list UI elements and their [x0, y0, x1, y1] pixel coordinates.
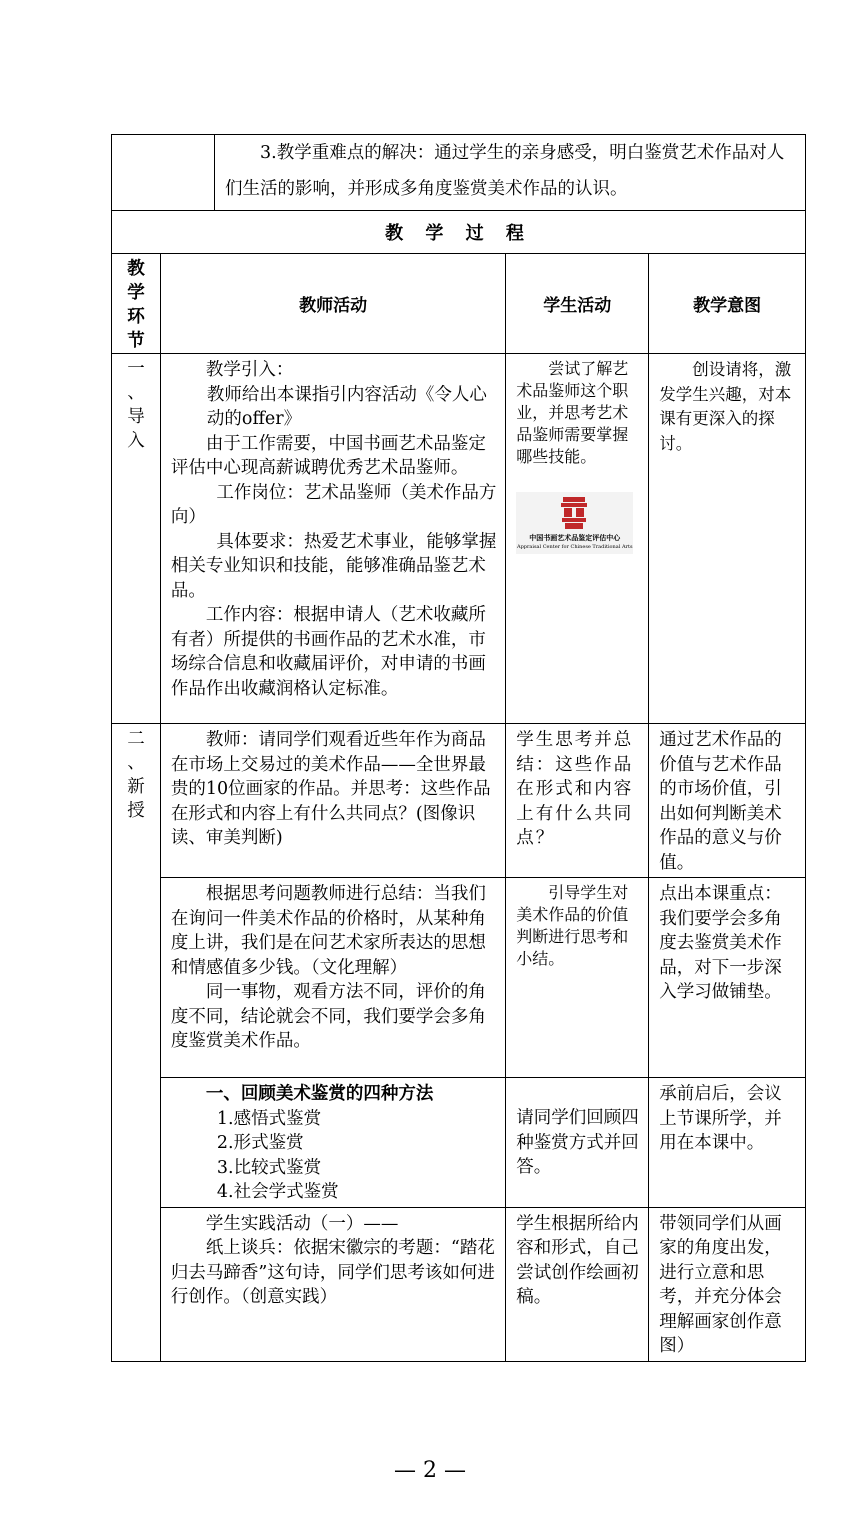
- teaching-process-table: [111, 210, 806, 1362]
- method-item: 3.比较式鉴赏: [216, 1157, 322, 1178]
- teacher-text: 具体要求：热爱艺术事业，能够掌握相关专业知识和技能，能够准确品鉴艺术品。: [170, 531, 497, 601]
- intent-text: 带领同学们从画家的角度出发，进行立意和思考，并充分体会理解画家创作意图）: [659, 1213, 782, 1356]
- teacher-text: 工作内容：根据申请人（艺术收藏所有者）所提供的书画作品的艺术水准，市场综合信息和收藏届评价，对申请的书画作品作出收藏润格认定标准。: [170, 605, 486, 699]
- intent-text: 通过艺术作品的价值与艺术作品的市场价值，引出如何判断美术作品的意义与价值。: [659, 730, 782, 873]
- stage-2-row-2-student: [506, 878, 649, 1078]
- stage-1-student: [506, 354, 649, 724]
- student-text: 学生思考并总结：这些作品在形式和内容上有什么共同点？: [516, 730, 634, 848]
- stage-2-row-1-student: [506, 724, 649, 878]
- teacher-text: 教师给出本课指引内容活动《令人心动的offer》: [206, 384, 487, 429]
- objectives-label-cell: [112, 135, 215, 211]
- stage-2-row-2-teacher: [160, 878, 505, 1078]
- stage-2-row-1-intent: [649, 724, 806, 878]
- stage-2-row-2-intent: [649, 878, 806, 1078]
- header-student: 学生活动: [506, 254, 649, 354]
- teacher-text: 工作岗位：艺术品鉴师（美术作品方向）: [170, 482, 497, 527]
- method-item: 2.形式鉴赏: [216, 1133, 304, 1153]
- section-title: 教 学 过 程: [112, 211, 806, 254]
- objectives-table: [111, 134, 806, 211]
- appraisal-center-logo: [516, 492, 633, 554]
- teacher-text: 学生实践活动（一）——: [205, 1213, 399, 1234]
- logo-caption-en: Appraisal Center for Chinese Traditional Arts: [516, 544, 633, 550]
- seal-icon: [560, 496, 588, 530]
- page-number: — 2 —: [394, 1458, 466, 1483]
- method-item: 1.感悟式鉴赏: [216, 1108, 322, 1129]
- header-teacher: 教师活动: [160, 254, 505, 354]
- stage-2-row-3-teacher: [160, 1078, 505, 1208]
- stage-2-row-4-intent: [649, 1207, 806, 1361]
- teacher-text: 纸上谈兵：依据宋徽宗的考题：“踏花归去马蹄香”这句诗，同学们思考该如何进行创作。（创意实践）: [170, 1238, 495, 1307]
- intent-text: 创设请将，激发学生兴趣，对本课有更深入的探讨。: [659, 360, 792, 453]
- stage-2-row-4-student: [506, 1207, 649, 1361]
- stage-1-teacher: [160, 354, 505, 724]
- teacher-text: 教师：请同学们观看近些年作为商品在市场上交易过的美术作品——全世界最贵的10位画家的作品。并思考：这些作品在形式和内容上有什么共同点？(图像识读、审美判断): [170, 730, 491, 848]
- teacher-text: 根据思考问题教师进行总结：当我们在询问一件美术作品的价格时，从某种角度上讲，我们是在问艺术家所表达的思想和情感值多少钱。（文化理解）: [170, 884, 486, 978]
- stage-2-row-3-intent: [649, 1078, 806, 1208]
- student-text: 尝试了解艺术品鉴师这个职业，并思考艺术品鉴师需要掌握哪些技能。: [516, 359, 629, 466]
- objectives-cell: [215, 135, 806, 211]
- header-stage: 教 学 环 节: [112, 254, 161, 354]
- intent-text: 承前启后，会议上节课所学，并用在本课中。: [659, 1084, 782, 1153]
- stage-2-label: 二 、 新 授: [112, 724, 161, 1362]
- teacher-text: 由于工作需要，中国书画艺术品鉴定评估中心现高薪诚聘优秀艺术品鉴师。: [170, 433, 486, 478]
- teacher-text: 教学引入：: [205, 360, 294, 380]
- stage-1-intent: [649, 354, 806, 724]
- stage-2-row-1-teacher: [160, 724, 505, 878]
- stage-2-row-3-student: [506, 1078, 649, 1208]
- goal-3-text: 3.教学重难点的解决：通过学生的亲身感受，明白鉴赏艺术作品对人们生活的影响，并形成多角度鉴赏美术作品的认识。: [225, 143, 785, 199]
- student-text: 请同学们回顾四种鉴赏方式并回答。: [516, 1108, 639, 1177]
- student-text: 引导学生对美术作品的价值判断进行思考和小结。: [516, 883, 629, 968]
- header-intent: 教学意图: [649, 254, 806, 354]
- student-text: 学生根据所给内容和形式，自己尝试创作绘画初稿。: [516, 1213, 639, 1307]
- stage-1-label: 一 、 导 入: [112, 354, 161, 724]
- teacher-text: 同一事物，观看方法不同，评价的角度不同，结论就会不同，我们要学会多角度鉴赏美术作品。: [170, 982, 486, 1051]
- stage-2-row-4-teacher: [160, 1207, 505, 1361]
- method-item: 4.社会学式鉴赏: [216, 1182, 339, 1202]
- logo-caption: 中国书画艺术品鉴定评估中心: [529, 533, 621, 542]
- methods-heading: 一、回顾美术鉴赏的四种方法: [205, 1084, 434, 1104]
- intent-text: 点出本课重点：我们要学会多角度去鉴赏美术作品，对下一步深入学习做铺垫。: [659, 884, 782, 1002]
